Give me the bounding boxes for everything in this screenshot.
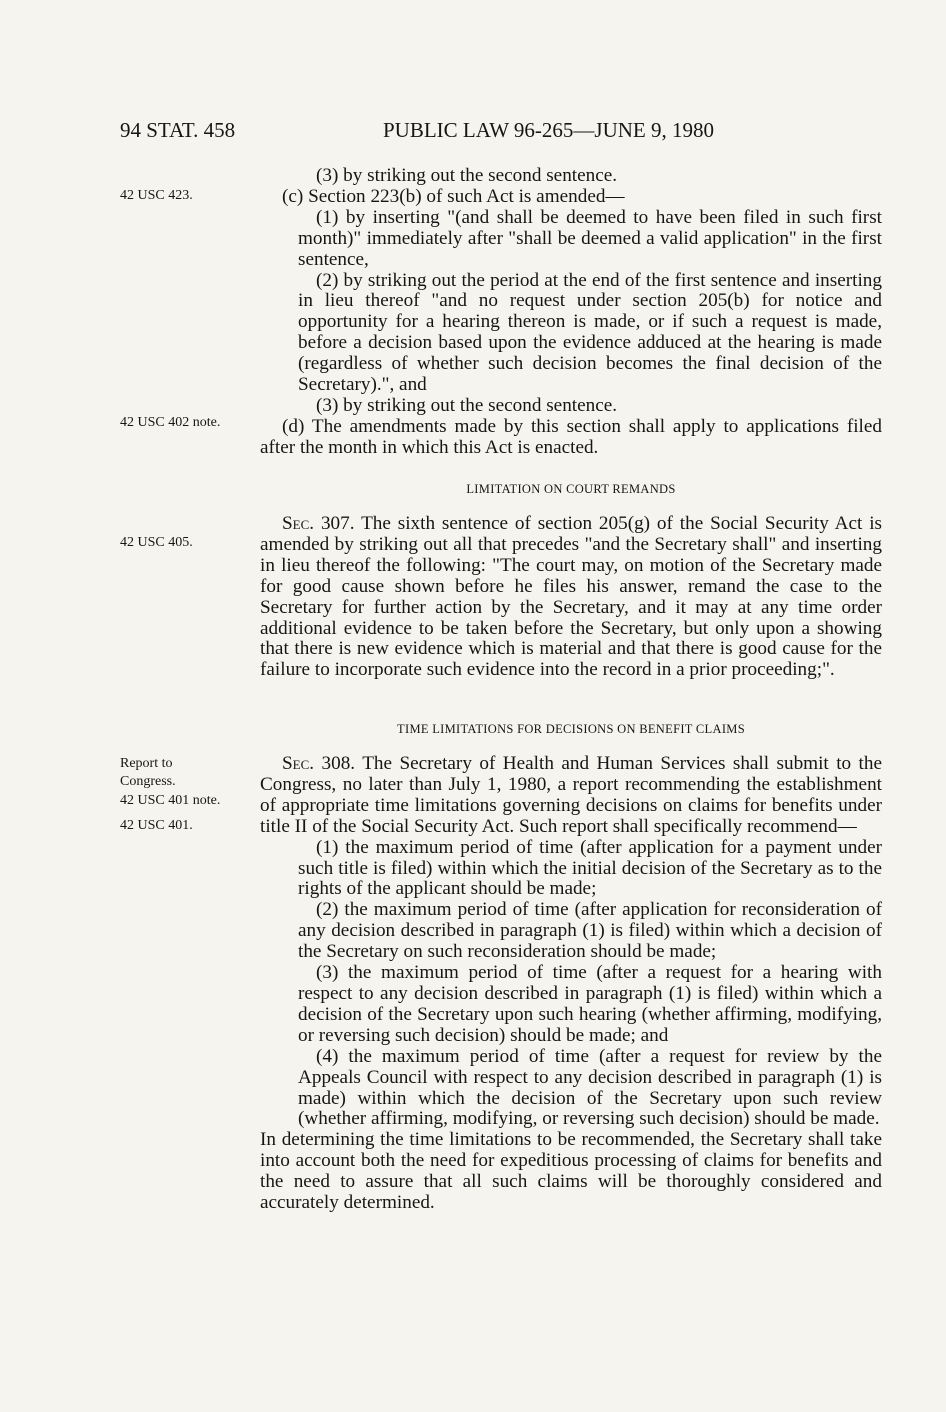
margin-note-42-usc-405: 42 USC 405.	[120, 535, 193, 550]
paragraph-308-2: (2) the maximum period of time (after application for reconsideration of any decision described in paragraph (1) is filed) within which a decision of the Secretary on such reconsideration should be made;	[298, 899, 882, 963]
section-307-text: The sixth sentence of section 205(g) of the Social Security Act is amended by striking out all that precedes "and the Secretary shall" and inserting in lieu thereof the following: "The court may, on motion of the Secretary made for good cause shown before he files his answer, remand the case to the Secretary for further action by the Secretary, and it may at any time order additional evidence to be taken before the Secretary, but only upon a showing that there is new evidence which is material and that there is good cause for the failure to incorporate such evidence into the record in a prior proceeding;".	[260, 513, 883, 681]
section-307-heading: LIMITATION ON COURT REMANDS	[466, 482, 676, 496]
section-308-body	[260, 754, 882, 1214]
paragraph-308-3: (3) the maximum period of time (after a request for a hearing with respect to any decision described in paragraph (1) is filed) within which a decision of the Secretary upon such hearing (whether affirming, modifying, or reversing such decision) should be made; and	[298, 962, 882, 1046]
paragraph-c3: (3) by striking out the second sentence.	[316, 394, 618, 416]
margin-note-42-usc-401: 42 USC 401.	[120, 818, 193, 833]
section-308-heading: TIME LIMITATIONS FOR DECISIONS ON BENEFIT CLAIMS	[397, 722, 745, 736]
paragraph-b3: (3) by striking out the second sentence.	[316, 165, 618, 186]
margin-note-42-usc-402-note: 42 USC 402 note.	[120, 415, 221, 430]
paragraph-d: (d) The amendments made by this section shall apply to applications filed after the month in which this Act is enacted.	[260, 415, 882, 458]
section-308-label: Sec. 308.	[282, 753, 356, 774]
margin-note-report-to: Report to	[120, 756, 173, 771]
paragraph-308-closing: In determining the time limitations to be recommended, the Secretary shall take into account both the need for expeditious processing of claims for benefits and the need to assure that all such claims will be thoroughly considered and accurately determined.	[260, 1129, 882, 1214]
paragraph-c2: (2) by striking out the period at the end of the first sentence and inserting in lieu thereof "and no request under section 205(b) for notice and opportunity for a hearing thereon is made, or if such a request is made, before a decision based upon the evidence adduced at the hearing is made (regardless of whether such decision becomes the final decision of the Secretary).", and	[298, 269, 882, 396]
page-stat-number: 94 STAT. 458	[120, 118, 236, 142]
margin-note-42-usc-401-note: 42 USC 401 note.	[120, 793, 221, 808]
section-308-text: The Secretary of Health and Human Services shall submit to the Congress, no later than July 1, 1980, a report recommending the establishment of appropriate time limitations governing decisions on claims for benefits under title II of the Social Security Act. Such report shall specifically recommend—	[260, 753, 882, 837]
margin-note-42-usc-423: 42 USC 423.	[120, 188, 193, 203]
section-307-body	[260, 514, 882, 681]
paragraph-308-4: (4) the maximum period of time (after a request for review by the Appeals Council with respect to any decision described in paragraph (1) is made) within which the decision of the Secretary upon such review (whether affirming, modifying, or reversing such decision) should be made.	[298, 1045, 882, 1130]
paragraph-c1: (1) by inserting "(and shall be deemed to have been filed in such first month)" immediately after "shall be deemed a valid application" in the first sentence,	[298, 206, 882, 270]
section-306-continuation	[260, 166, 882, 459]
page-running-title: PUBLIC LAW 96-265—JUNE 9, 1980	[383, 118, 715, 142]
section-307-label: Sec. 307.	[282, 513, 355, 534]
paragraph-308-1: (1) the maximum period of time (after application for a payment under such title is filed) within which the initial decision of the Secretary as to the rights of the applicant should be made;	[298, 836, 882, 900]
paragraph-c: (c) Section 223(b) of such Act is amended—	[282, 185, 625, 207]
margin-note-congress: Congress.	[120, 774, 176, 789]
